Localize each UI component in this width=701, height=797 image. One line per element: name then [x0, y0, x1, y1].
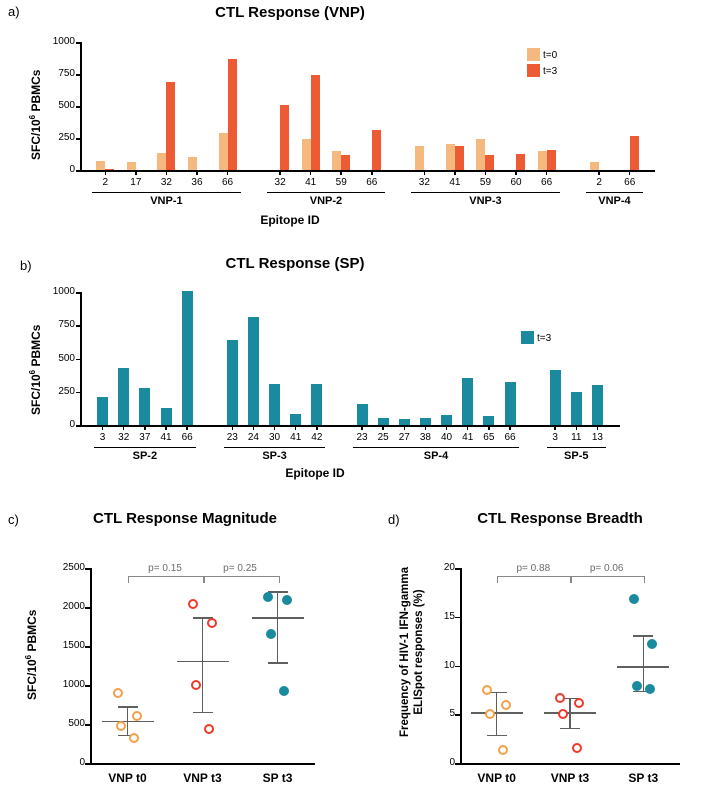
panel-b-xlabel: Epitope ID [285, 466, 345, 480]
y-ticklabel: 250 [58, 132, 75, 143]
p-value-label: p= 0.15 [148, 563, 182, 574]
p-bracket [497, 576, 572, 583]
panel-c-ylabel: SFC/$10^6$ PBMCs [24, 609, 39, 700]
panel-a-letter: a) [8, 4, 20, 19]
data-point [645, 684, 655, 694]
x-ticklabel: 60 [510, 177, 522, 188]
error-bar [643, 635, 645, 691]
y-ticklabel: 500 [68, 718, 85, 729]
x-ticklabel: 59 [479, 177, 492, 188]
x-ticklabel: 38 [419, 432, 431, 443]
data-point [629, 594, 639, 604]
group-label: SP t3 [262, 771, 293, 785]
y-tick [455, 568, 461, 570]
x-ticklabel: 41 [462, 432, 474, 443]
x-axis [460, 763, 680, 765]
x-ticklabel: 41 [449, 177, 461, 188]
y-ticklabel: 5 [449, 708, 455, 720]
y-ticklabel: 750 [58, 68, 75, 79]
x-ticklabel: 2 [596, 177, 602, 188]
group-label: SP-2 [132, 450, 158, 462]
group-label: VNP-2 [309, 195, 343, 207]
y-ticklabel: 15 [443, 610, 455, 622]
x-ticklabel: 65 [483, 432, 495, 443]
y-ticklabel: 750 [58, 319, 75, 331]
p-value-label: p= 0.88 [516, 563, 551, 574]
x-ticklabel: 40 [441, 432, 453, 443]
x-ticklabel: 25 [377, 432, 389, 443]
y-ticklabel: 500 [58, 100, 75, 111]
p-bracket [570, 576, 645, 583]
x-ticklabel: 11 [571, 432, 582, 443]
y-ticklabel: 20 [443, 562, 455, 573]
error-bar [569, 698, 571, 728]
panel-d-title: CTL Response Breadth [477, 510, 643, 527]
y-ticklabel: 500 [58, 352, 75, 364]
p-value-label: p= 0.25 [223, 563, 257, 574]
x-ticklabel: 41 [305, 177, 317, 188]
legend-label: t=3 [543, 66, 558, 77]
x-ticklabel: 32 [160, 177, 172, 188]
y-ticklabel: 1500 [62, 640, 85, 651]
group-label: VNP t3 [183, 771, 222, 785]
group-label: SP-5 [564, 450, 589, 462]
y-ticklabel: 2000 [62, 601, 85, 612]
legend-label: t=3 [537, 333, 552, 344]
x-ticklabel: 27 [398, 432, 410, 443]
y-ticklabel: 0 [69, 419, 75, 430]
panel-d-letter: d) [388, 512, 400, 527]
panel-c-letter: c) [8, 512, 19, 527]
x-ticklabel: 23 [356, 432, 368, 443]
x-ticklabel: 30 [269, 432, 281, 443]
group-label: VNP-1 [150, 195, 183, 207]
x-ticklabel: 2 [102, 177, 109, 188]
x-ticklabel: 59 [335, 177, 347, 188]
x-ticklabel: 41 [160, 432, 172, 443]
y-tick [455, 666, 461, 668]
panel-a-xlabel: Epitope ID [260, 213, 320, 227]
x-ticklabel: 37 [139, 432, 151, 443]
data-point [482, 685, 492, 695]
group-label: SP-3 [262, 450, 287, 462]
panel-d-ylabel: Frequency of HIV-1 IFN-gamma ELISpot responses (%) [399, 567, 425, 737]
y-ticklabel: 250 [58, 385, 75, 397]
panel-a-ylabel: SFC/$10^6$ PBMCs [28, 69, 43, 160]
x-ticklabel: 66 [221, 177, 234, 188]
group-label: VNP t0 [477, 771, 516, 785]
x-ticklabel: 32 [418, 177, 430, 188]
y-ticklabel: 10 [443, 659, 455, 671]
x-ticklabel: 3 [552, 432, 558, 443]
error-cap-bottom [487, 735, 507, 737]
y-ticklabel: 2500 [62, 562, 85, 573]
data-point [647, 639, 657, 649]
y-ticklabel: 1000 [62, 679, 85, 690]
legend-label: t=0 [543, 50, 558, 61]
panel-b-letter: b) [20, 258, 32, 273]
group-label: VNP-3 [469, 195, 502, 207]
x-ticklabel: 36 [191, 177, 203, 188]
group-label: VNP t3 [550, 771, 590, 785]
y-ticklabel: 1000 [52, 286, 75, 297]
data-point [501, 700, 511, 710]
x-ticklabel: 66 [624, 177, 636, 188]
y-ticklabel: 0 [449, 757, 455, 768]
panel-b-ylabel: SFC/$10^6$ PBMCs [28, 324, 43, 415]
panel-b-title: CTL Response (SP) [225, 255, 365, 272]
x-ticklabel: 17 [130, 177, 142, 188]
error-cap-bottom [560, 728, 580, 730]
x-ticklabel: 32 [118, 432, 130, 443]
group-label: SP-4 [423, 450, 449, 462]
x-ticklabel: 66 [504, 432, 516, 443]
x-ticklabel: 32 [274, 177, 286, 188]
x-ticklabel: 66 [541, 177, 553, 188]
x-ticklabel: 42 [311, 432, 323, 443]
y-tick [455, 763, 461, 765]
x-ticklabel: 66 [181, 432, 193, 443]
x-ticklabel: 23 [226, 432, 238, 443]
x-ticklabel: 41 [290, 432, 302, 443]
x-ticklabel: 13 [591, 432, 603, 443]
data-point [632, 681, 642, 691]
error-bar [496, 692, 498, 735]
x-ticklabel: 66 [366, 177, 378, 188]
panel-c-title: CTL Response Magnitude [93, 510, 277, 527]
x-ticklabel: 24 [247, 432, 259, 443]
y-tick [455, 617, 461, 619]
data-point [498, 745, 508, 755]
error-cap-top [633, 635, 653, 637]
data-point [574, 698, 584, 708]
data-point [555, 693, 565, 703]
group-label: VNP-4 [598, 195, 631, 207]
data-point [485, 709, 495, 719]
y-tick [455, 714, 461, 716]
data-point [558, 709, 568, 719]
x-ticklabel: 3 [99, 432, 106, 443]
p-value-label: p= 0.06 [589, 563, 624, 574]
y-ticklabel: 0 [69, 164, 75, 175]
panel-a-title: CTL Response (VNP) [215, 4, 365, 21]
y-ticklabel: 0 [79, 757, 85, 768]
y-ticklabel: 1000 [52, 36, 75, 47]
group-label: SP t3 [628, 771, 659, 785]
data-point [572, 743, 582, 753]
group-label: VNP t0 [108, 771, 147, 785]
